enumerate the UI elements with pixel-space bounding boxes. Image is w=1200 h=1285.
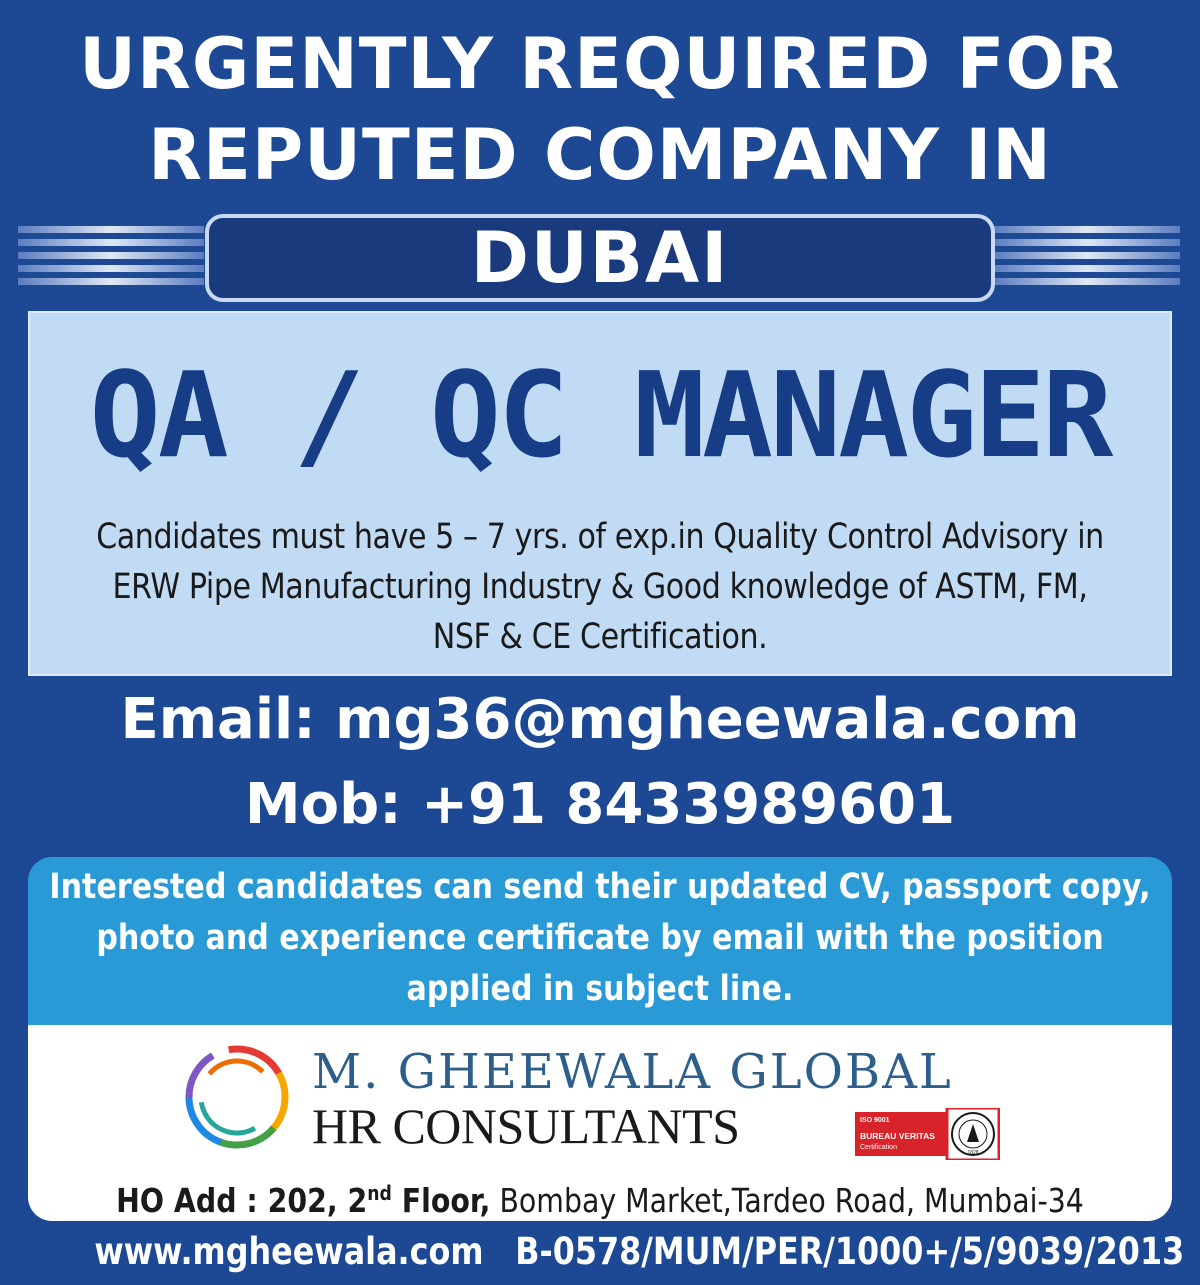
headline-line-1: URGENTLY REQUIRED FOR [79,23,1121,105]
company-name: M. GHEEWALA GLOBAL [312,1044,953,1100]
head-office-address [84,1168,1116,1226]
certification-badge-icon [855,1108,1000,1160]
apply-line: photo and experience certificate by email with the position [96,918,1104,958]
contact-email: Email: mg36@mgheewala.com [120,687,1080,752]
cert-sub-text: Certification [860,1144,897,1151]
job-description [41,512,1159,662]
job-description-line: NSF & CE Certification. [432,617,768,657]
job-description-line: ERW Pipe Manufacturing Industry & Good knowledge of ASTM, FM, [112,567,1088,607]
address-label: HO Add : 202, 2nd Floor, [116,1181,491,1220]
location-text: DUBAI [470,217,730,299]
license-number: B-0578/MUM/PER/1000+/5/9039/2013 [515,1230,1185,1273]
cert-name-text: BUREAU VERITAS [860,1131,935,1141]
apply-instructions [41,862,1159,1015]
footer [84,1222,1185,1282]
job-description-line: Candidates must have 5 – 7 yrs. of exp.in Quality Control Advisory in [96,517,1104,557]
decorative-stripes-right [994,226,1180,296]
website-link[interactable]: www.mgheewala.com [94,1230,484,1273]
address-rest: Bombay Market,Tardeo Road, Mumbai-34 [490,1181,1084,1220]
cert-seal-year: 1828 [967,1150,979,1156]
cert-iso-text: ISO 9001 [860,1117,890,1124]
company-logo-icon [182,1042,292,1152]
headline-line-2: REPUTED COMPANY IN [148,114,1052,196]
company-subtitle: HR CONSULTANTS [312,1098,740,1154]
contact-mobile: Mob: +91 8433989601 [244,772,956,837]
decorative-stripes-left [18,226,204,296]
apply-line: applied in subject line. [406,969,794,1009]
job-title: QA / QC MANAGER [89,346,1111,484]
apply-line: Interested candidates can send their updated CV, passport copy, [49,867,1151,907]
